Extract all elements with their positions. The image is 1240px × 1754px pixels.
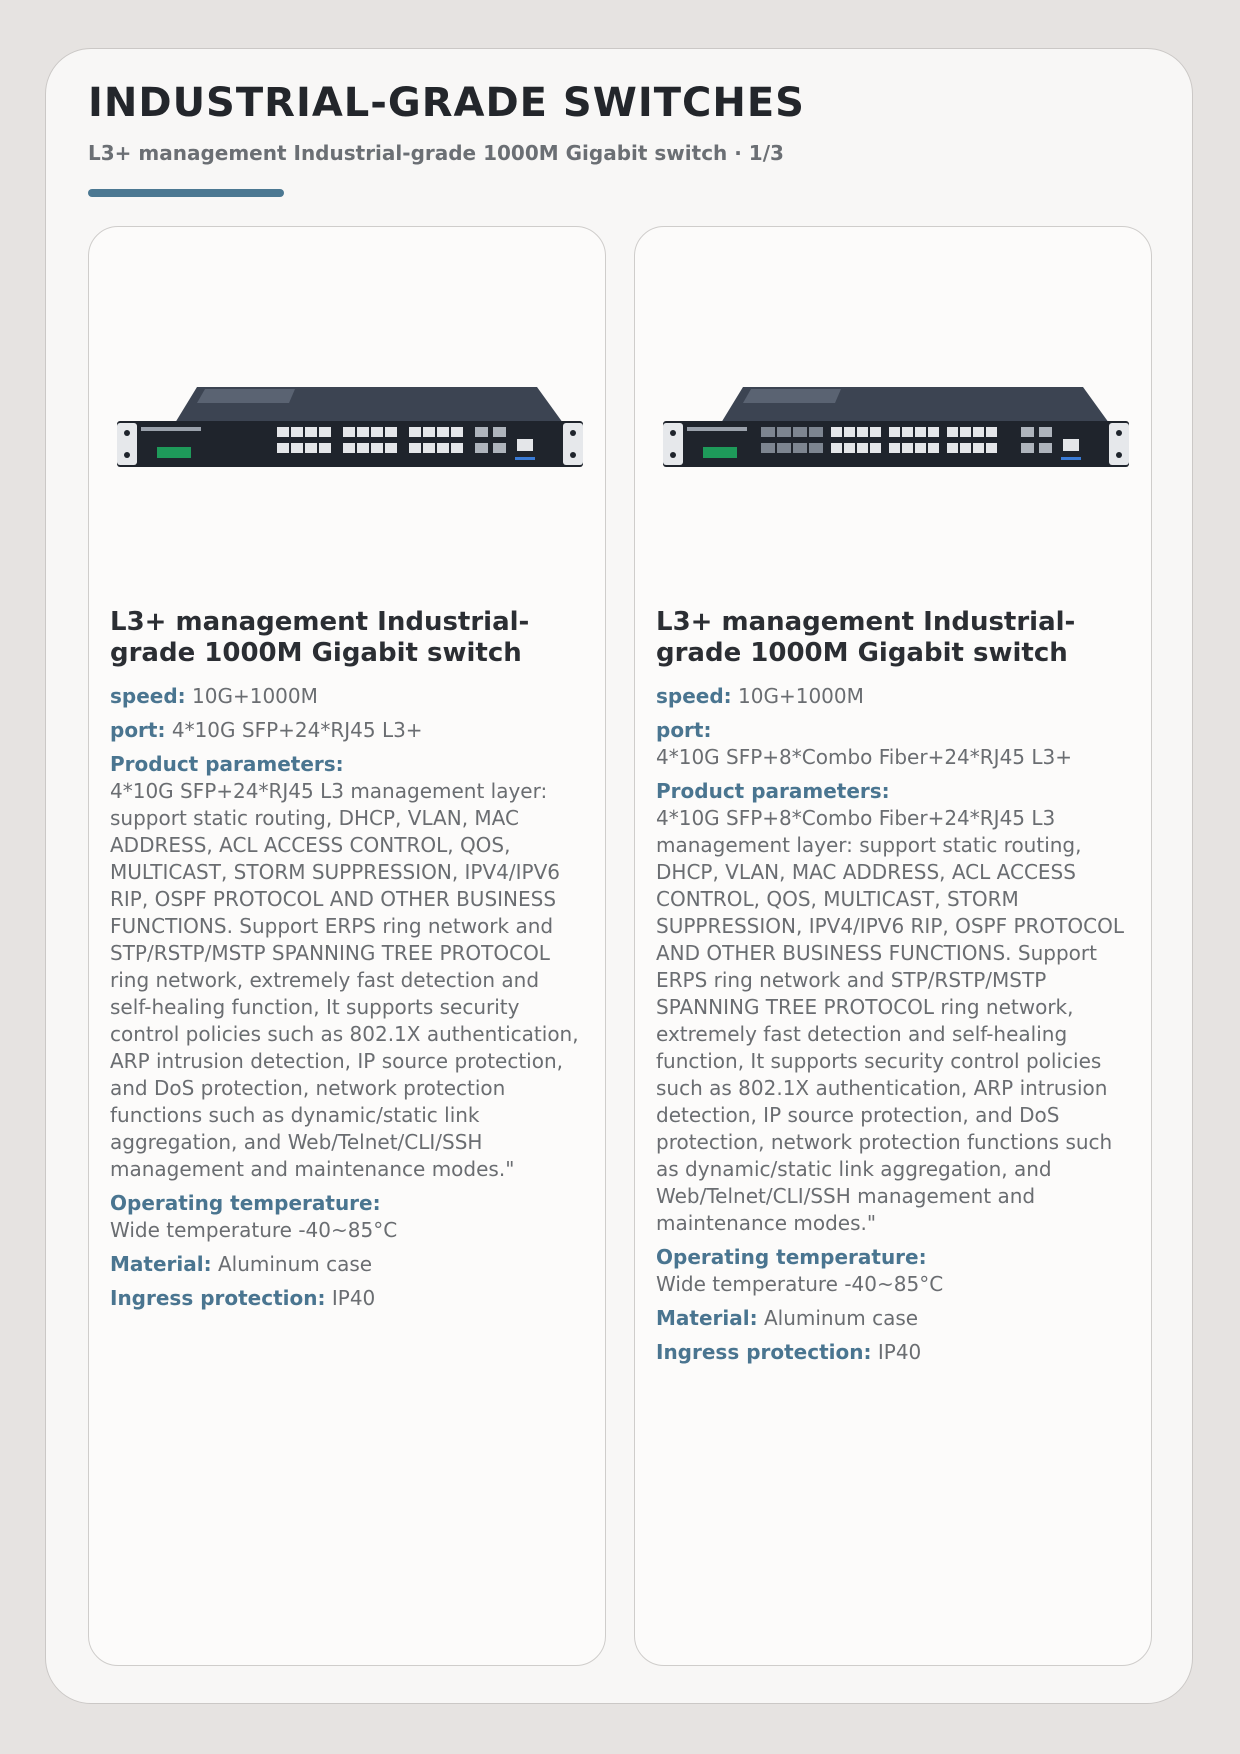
product-card	[88, 226, 606, 1666]
spec-label: Material:	[110, 1252, 212, 1276]
spec-material	[656, 1305, 1132, 1332]
spec-label: Operating temperature:	[110, 1191, 381, 1215]
spec-label: Ingress protection:	[110, 1286, 326, 1310]
spec-label: Operating temperature:	[656, 1245, 927, 1269]
spec-label: Material:	[656, 1306, 758, 1330]
spec-value: 4*10G SFP+24*RJ45 L3 management layer: support static routing, DHCP, VLAN, MAC ADDRESS, ACL ACCESS CONTROL, QOS, MULTICAST, STORM SUPPRESSION, IPV4/IPV6 RIP, OSPF PROTOCOL AND OTHER BUSINESS FUNCTIONS. Support ERPS ring network and STP/RSTP/MSTP SPANNING TREE PROTOCOL ring network, extremely fast detection and self-healing function, It supports security control policies such as 802.1X authentication, ARP intrusion detection, IP source protection, and DoS protection, network protection functions such as dynamic/static link aggregation, and Web/Telnet/CLI/SSH management and maintenance modes."	[110, 779, 579, 1181]
spec-value: Aluminum case	[763, 1306, 919, 1330]
industrial-switch-24-port-image	[117, 377, 583, 477]
spec-material	[110, 1251, 586, 1278]
title-accent-bar	[88, 189, 284, 197]
page-subtitle: L3+ management Industrial-grade 1000M Gigabit switch · 1/3	[88, 141, 784, 165]
spec-port	[656, 717, 1132, 771]
spec-ingress	[656, 1339, 1132, 1366]
spec-value: 4*10G SFP+24*RJ45 L3+	[171, 718, 423, 742]
spec-speed	[656, 683, 1132, 710]
spec-speed	[110, 683, 586, 710]
spec-value: IP40	[331, 1286, 376, 1310]
product-card	[634, 226, 1152, 1666]
page-title: INDUSTRIAL-GRADE SWITCHES	[88, 80, 805, 126]
spec-value: Aluminum case	[217, 1252, 373, 1276]
spec-temperature	[110, 1190, 586, 1244]
spec-port	[110, 717, 586, 744]
spec-value: IP40	[877, 1340, 922, 1364]
spec-label: port:	[656, 718, 712, 742]
spec-value: 10G+1000M	[192, 684, 318, 708]
product-title: L3+ management Industrial-grade 1000M Gigabit switch	[110, 607, 530, 668]
spec-value: 4*10G SFP+8*Combo Fiber+24*RJ45 L3 management layer: support static routing, DHCP, VLAN, MAC ADDRESS, ACL ACCESS CONTROL, QOS, MULTICAST, STORM SUPPRESSION, IPV4/IPV6 RIP, OSPF PROTOCOL AND OTHER BUSINESS FUNCTIONS. Support ERPS ring network and STP/RSTP/MSTP SPANNING TREE PROTOCOL ring network, extremely fast detection and self-healing function, It supports security control policies such as 802.1X authentication, ARP intrusion detection, IP source protection, and DoS protection, network protection functions such as dynamic/static link aggregation, and Web/Telnet/CLI/SSH management and maintenance modes."	[656, 806, 1124, 1235]
spec-parameters	[656, 778, 1132, 1237]
spec-label: Product parameters:	[110, 752, 344, 776]
product-details	[656, 607, 1132, 1373]
spec-value: Wide temperature -40~85°C	[656, 1272, 944, 1296]
spec-temperature	[656, 1244, 1132, 1298]
product-title: L3+ management Industrial-grade 1000M Gigabit switch	[656, 607, 1076, 668]
spec-label: port:	[110, 718, 166, 742]
spec-label: Product parameters:	[656, 779, 890, 803]
spec-parameters	[110, 751, 586, 1183]
spec-label: speed:	[110, 684, 186, 708]
spec-value: 4*10G SFP+8*Combo Fiber+24*RJ45 L3+	[656, 745, 1073, 769]
product-details	[110, 607, 586, 1319]
industrial-switch-combo-fiber-image	[663, 377, 1129, 477]
spec-ingress	[110, 1285, 586, 1312]
spec-label: speed:	[656, 684, 732, 708]
spec-label: Ingress protection:	[656, 1340, 872, 1364]
spec-value: 10G+1000M	[738, 684, 864, 708]
spec-value: Wide temperature -40~85°C	[110, 1218, 398, 1242]
